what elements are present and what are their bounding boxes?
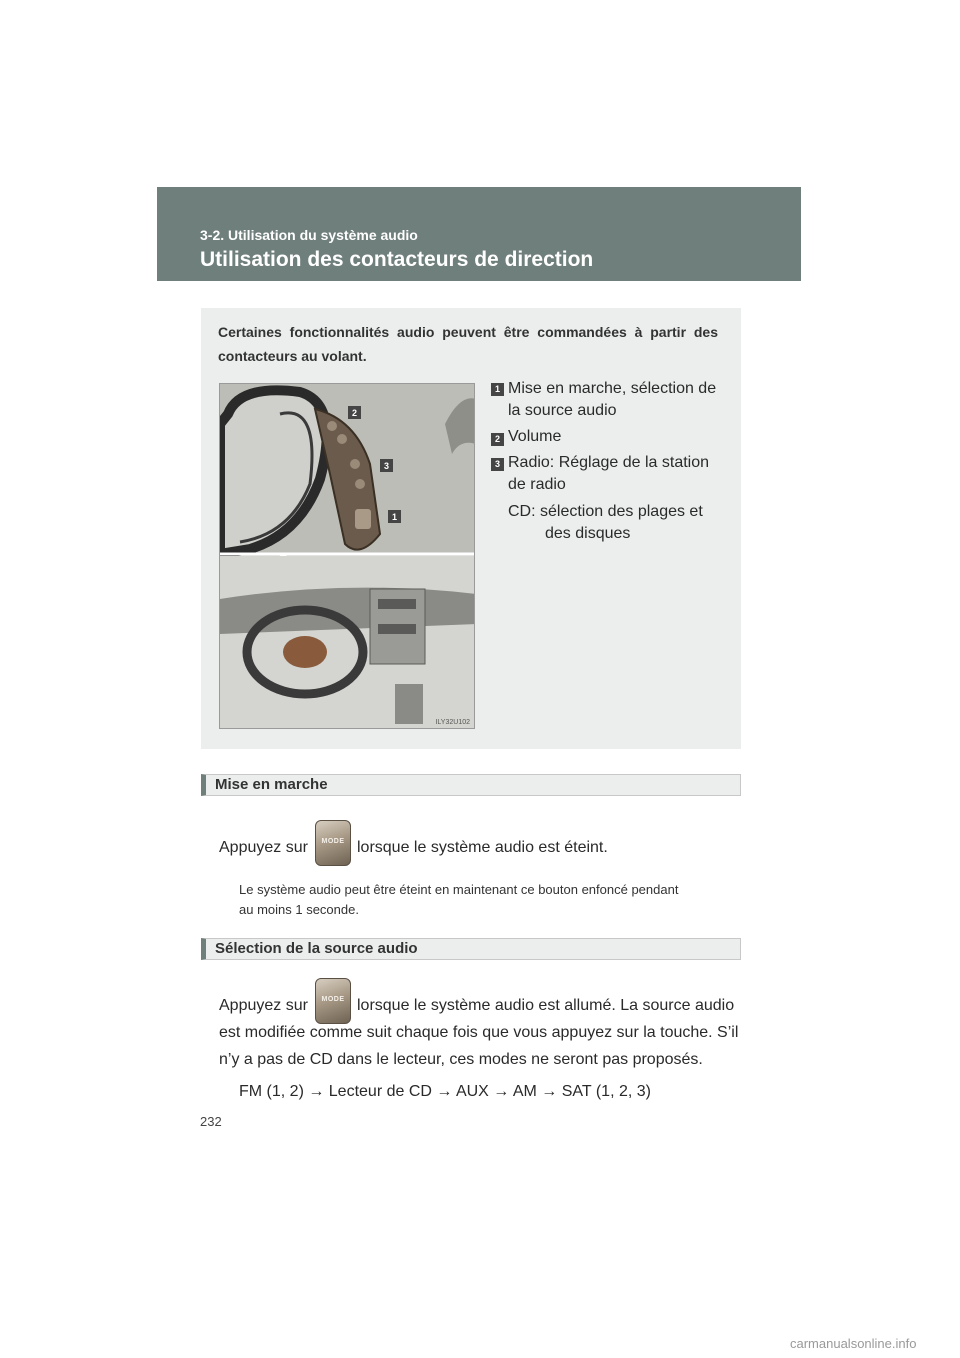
steering-wheel-illustration — [219, 383, 475, 729]
legend-text: CD: sélection des plages et — [508, 503, 703, 520]
legend-badge: 2 — [491, 433, 504, 446]
volume-switch-lower — [337, 434, 347, 444]
gear-shift — [395, 684, 423, 724]
legend-text: des disques — [545, 525, 631, 542]
legend-text: la source audio — [508, 402, 617, 419]
callout-number: 2 — [351, 408, 358, 418]
wheel-hub — [283, 636, 327, 668]
seek-switch-up — [350, 459, 360, 469]
mode-button-label: MODE — [321, 996, 345, 1003]
callout-number: 1 — [391, 512, 398, 522]
body-text: Appuyez sur — [219, 997, 308, 1014]
body-text: lorsque le système audio est éteint. — [357, 839, 608, 856]
watermark: carmanualsonline.info — [790, 1336, 917, 1351]
page-title: Utilisation des contacteurs de direction — [200, 248, 594, 271]
figure-code: ILY32U102 — [435, 719, 470, 726]
section-bar — [201, 774, 741, 796]
display-panel — [378, 624, 416, 634]
callout-number: 3 — [383, 461, 390, 471]
mode-button-icon — [315, 978, 351, 1024]
legend-text: Volume — [508, 428, 562, 445]
page-number: 232 — [200, 1114, 222, 1129]
note-text: Le système audio peut être éteint en maintenant ce bouton enfoncé pendant — [239, 882, 679, 897]
mode-switch — [355, 509, 371, 529]
section-title: Mise en marche — [215, 776, 328, 793]
mode-button-icon — [315, 820, 351, 866]
legend-badge: 1 — [491, 383, 504, 396]
body-text: n’y a pas de CD dans le lecteur, ces modes ne seront pas proposés. — [219, 1051, 703, 1068]
volume-switch — [327, 421, 337, 431]
source-sequence: FM (1, 2) → Lecteur de CD → AUX → AM → SAT (1, 2, 3) — [239, 1083, 651, 1100]
legend-text: Radio: Réglage de la station — [508, 454, 710, 471]
note-text: au moins 1 seconde. — [239, 902, 359, 917]
cd-slot — [378, 599, 416, 609]
legend-text: Mise en marche, sélection de — [508, 380, 717, 397]
legend-badge: 3 — [491, 458, 504, 471]
dashboard-drawing — [220, 384, 475, 729]
seek-switch-down — [355, 479, 365, 489]
body-text: Appuyez sur — [219, 839, 308, 856]
mode-button-label: MODE — [321, 838, 345, 845]
body-text: est modifiée comme suit chaque fois que vous appuyez sur la touche. S’il — [219, 1024, 739, 1041]
intro-text: Certaines fonctionnalités audio peuvent être commandées à partir des contacteurs au volant. — [218, 324, 718, 364]
legend-text: de radio — [508, 476, 566, 493]
body-text: lorsque le système audio est allumé. La source audio — [357, 997, 735, 1014]
section-label: 3-2. Utilisation du système audio — [200, 227, 418, 243]
section-bar — [201, 938, 741, 960]
section-title: Sélection de la source audio — [215, 940, 418, 957]
dashboard-area — [220, 556, 475, 729]
